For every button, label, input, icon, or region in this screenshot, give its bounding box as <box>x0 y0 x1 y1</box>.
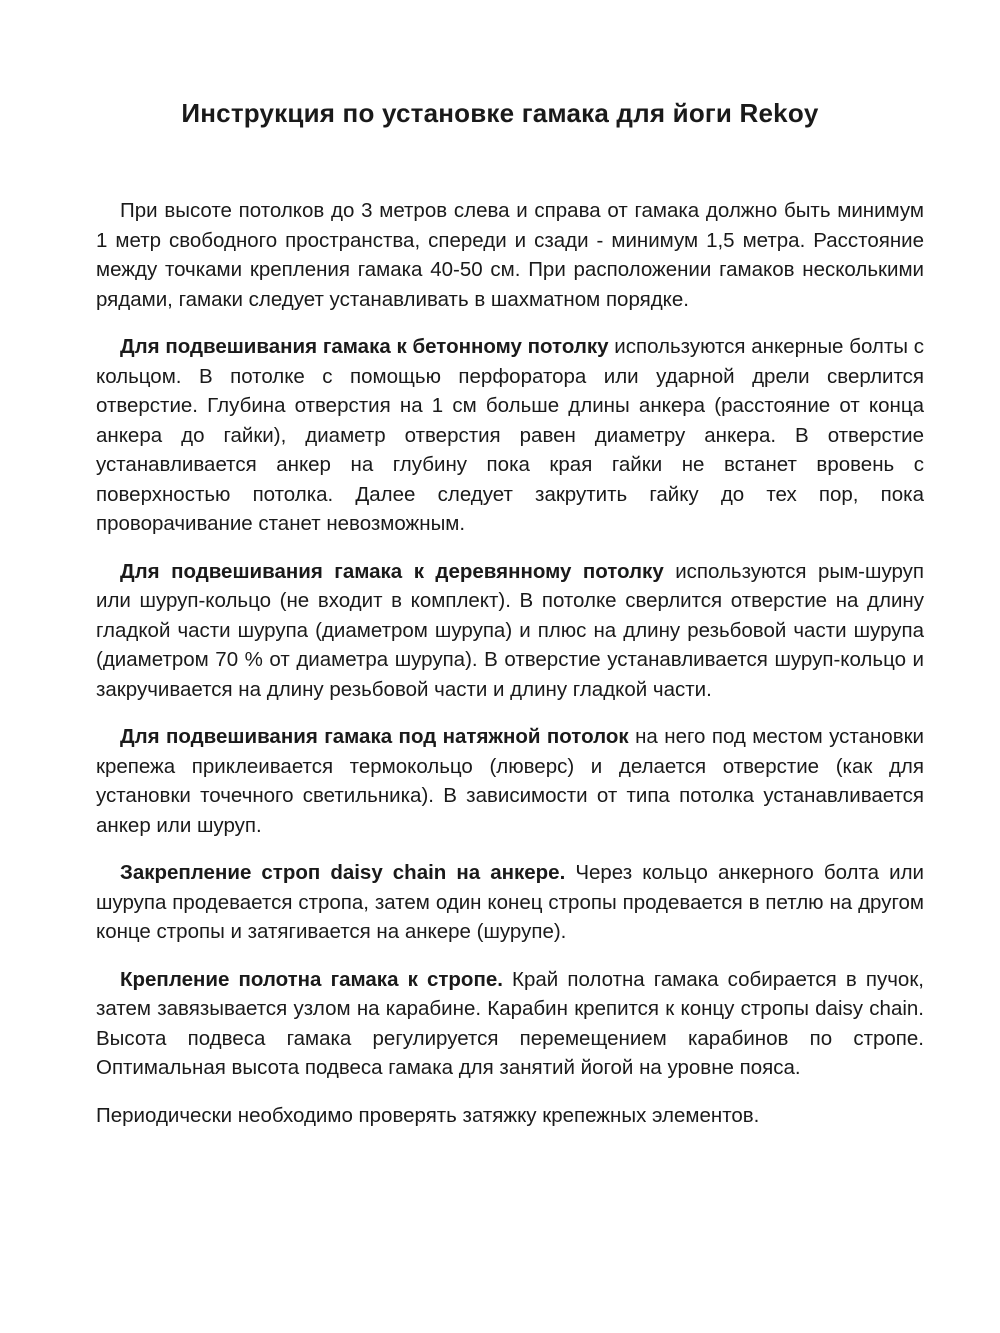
paragraph-text: используются анкерные болты с кольцом. В потолке с помощью перфоратора или ударной дрели сверлится отверстие. Глубина отверстия на 1 см больше длины анкера (расстояние от конца анкера до гайки), диаметр отверстия равен диаметру анкера. В отверстие устанавливается анкер на глубину пока края гайки не встанет вровень с поверхностью потолка. Далее следует закрутить гайку до тех пор, пока проворачивание станет невозможным. <box>96 335 924 535</box>
paragraph-lead: Для подвешивания гамака под натяжной потолок <box>120 725 629 748</box>
paragraph-concrete-ceiling <box>96 332 924 539</box>
paragraph-text: на него под местом установки крепежа приклеивается термокольцо (люверс) и делается отверстие (как для установки точечного светильника). В зависимости от типа потолка устанавливается анкер или шуруп. <box>96 725 924 837</box>
paragraph-daisy-chain <box>96 858 924 947</box>
paragraph-wooden-ceiling <box>96 557 924 705</box>
document-title: Инструкция по установке гамака для йоги Rekoy <box>181 98 819 128</box>
paragraph-hammock-fabric <box>96 965 924 1083</box>
paragraph-lead: Закрепление строп daisy chain на анкере. <box>120 861 566 884</box>
paragraph-text: Край полотна гамака собирается в пучок, затем завязывается узлом на карабине. Карабин крепится к концу стропы daisy chain. Высота подвеса гамака регулируется перемещением карабинов по стропе. Оптимальная высота подвеса гамака для занятий йогой на уровне пояса. <box>96 967 924 1079</box>
paragraph-lead: Для подвешивания гамака к деревянному потолку <box>120 559 664 583</box>
paragraph-spacing-requirements <box>96 196 924 314</box>
paragraph-text: Периодически необходимо проверять затяжку крепежных элементов. <box>96 1103 760 1127</box>
paragraph-lead: Для подвешивания гамака к бетонному потолку <box>120 335 609 358</box>
paragraph-periodic-check <box>96 1101 924 1131</box>
paragraph-lead: Крепление полотна гамака к стропе. <box>120 967 503 991</box>
document-body <box>96 196 924 1148</box>
paragraph-text: Через кольцо анкерного болта или шурупа продевается стропа, затем один конец стропы продевается в петлю на другом конце стропы и затягивается на анкере (шурупе). <box>96 861 924 943</box>
paragraph-text: При высоте потолков до 3 метров слева и справа от гамака должно быть минимум 1 метр свободного пространства, спереди и сзади - минимум 1,5 метра. Расстояние между точками крепления гамака 40-50 см. При расположении гамаков несколькими рядами, гамаки следует устанавливать в шахматном порядке. <box>96 199 924 311</box>
paragraph-stretch-ceiling <box>96 722 924 840</box>
paragraph-text: используются рым-шуруп или шуруп-кольцо (не входит в комплект). В потолке сверлится отверстие на длину гладкой части шурупа (диаметром шурупа) и плюс на длину резьбовой части шурупа (диаметром 70 % от диаметра шурупа). В отверстие устанавливается шуруп-кольцо и закручивается на длину резьбовой части и длину гладкой части. <box>96 559 924 701</box>
